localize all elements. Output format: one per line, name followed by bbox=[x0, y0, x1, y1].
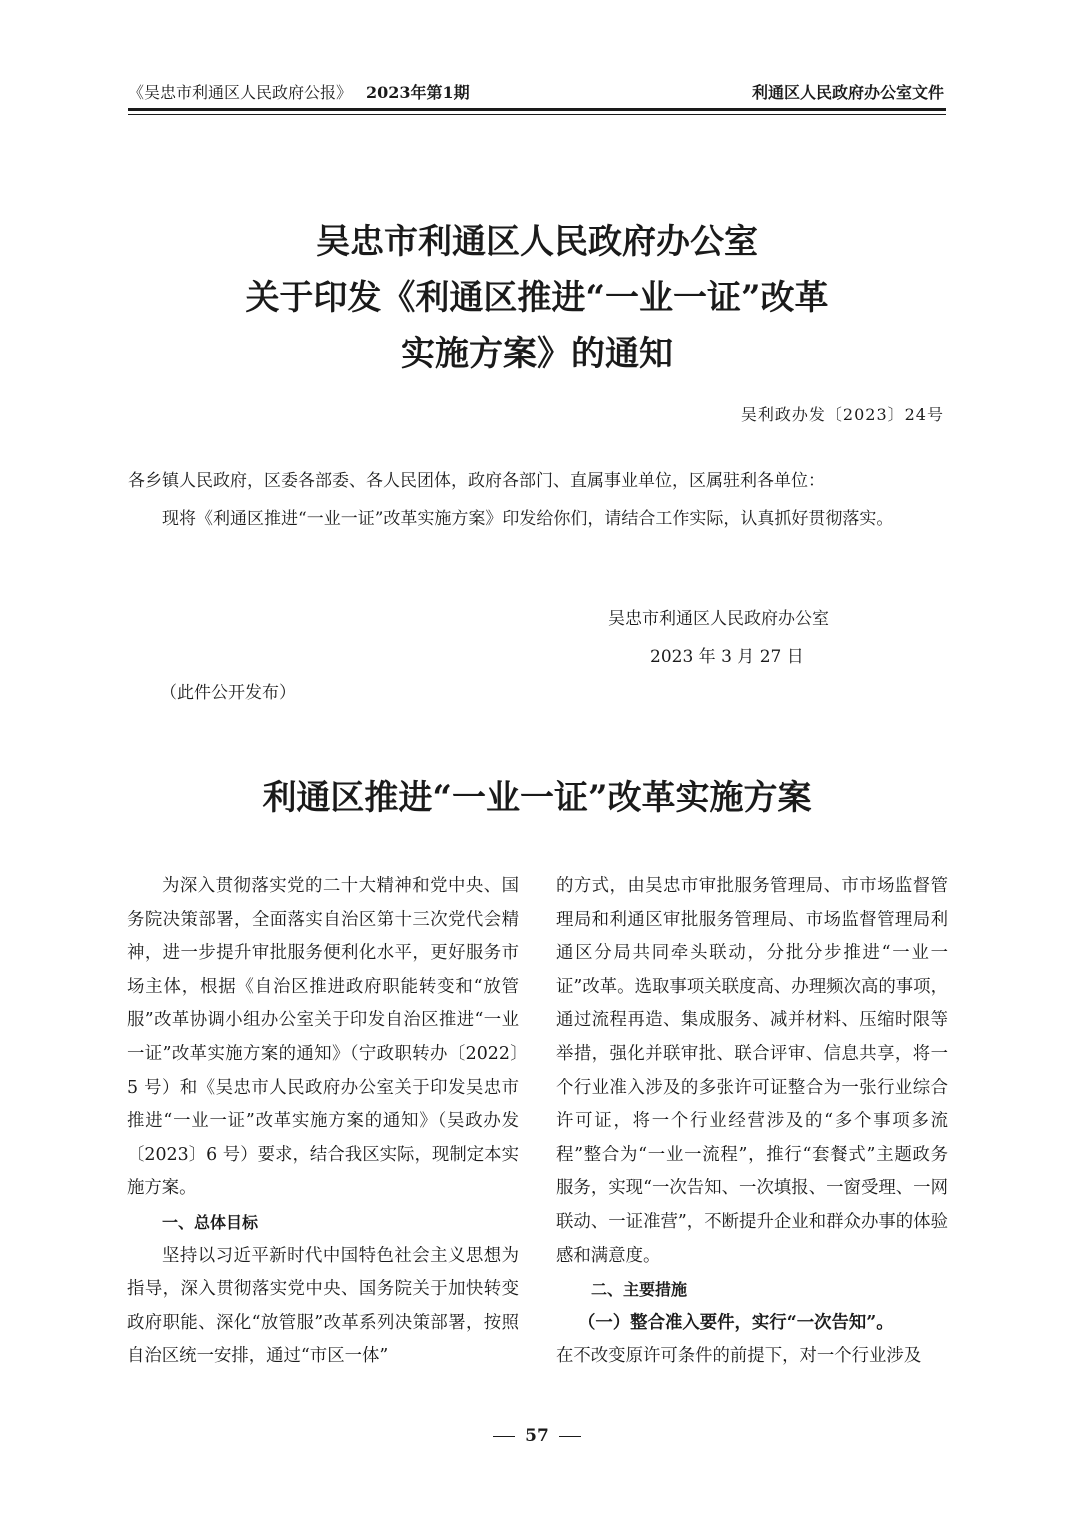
plan-intro: 为深入贯彻落实党的二十大精神和党中央、国务院决策部署，全面落实自治区第十三次党代会精神，进一步提升审批服务便利化水平，更好服务市场主体，根据《自治区推进政府职能转变和“放管服”改革协调小组办公室关于印发自治区推进“一业一证”改革实施方案的通知》（宁政职转办〔2022〕5 号）和《吴忠市人民政府办公室关于印发吴忠市推进“一业一证”改革实施方案的通知》（吴政办发〔2023〕6 号）要求，结合我区实际，现制定本实施方案。 bbox=[127, 876, 519, 1199]
header-rule-thin bbox=[128, 114, 946, 115]
left-column bbox=[127, 870, 519, 1374]
document-number: 吴利政办发〔2023〕24号 bbox=[740, 405, 944, 424]
running-header-left bbox=[128, 80, 470, 103]
section-body: 坚持以习近平新时代中国特色社会主义思想为指导，深入贯彻落实党中央、国务院关于加快转变政府职能、深化“放管服”改革系列决策部署，按照自治区统一安排，通过“市区一体” bbox=[127, 1245, 519, 1367]
notice-body: 现将《利通区推进“一业一证”改革实施方案》印发给你们，请结合工作实际，认真抓好贯彻落实。 bbox=[162, 509, 894, 529]
page-dash-right bbox=[559, 1436, 581, 1437]
issue-number: 2023年第1期 bbox=[366, 83, 470, 102]
subsection-heading: （一）整合准入要件，实行“一次告知”。 bbox=[578, 1312, 894, 1333]
notice-title-line: 吴忠市利通区人民政府办公室 bbox=[316, 222, 758, 262]
publication-note: （此件公开发布） bbox=[160, 683, 296, 703]
page-dash-left bbox=[493, 1436, 515, 1437]
plan-title: 利通区推进“一业一证”改革实施方案 bbox=[262, 778, 812, 818]
header-rule-thick bbox=[128, 108, 946, 111]
publication-name: 《吴忠市利通区人民政府公报》 bbox=[128, 83, 353, 102]
right-column bbox=[556, 870, 948, 1374]
page-number bbox=[0, 1426, 1074, 1446]
addressee-line: 各乡镇人民政府，区委各部委、各人民团体，政府各部门、直属事业单位，区属驻利各单位： bbox=[128, 471, 825, 491]
notice-title bbox=[0, 214, 1074, 382]
section-body-continued: 的方式，由吴忠市审批服务管理局、市市场监督管理局和利通区审批服务管理局、市场监督管理局利通区分局共同牵头联动，分批分步推进“一业一证”改革。选取事项关联度高、办理频次高的事项，通过流程再造、集成服务、减并材料、压缩时限等举措，强化并联审批、联合评审、信息共享，将一个行业准入涉及的多张许可证整合为一张行业综合许可证，将一个行业经营涉及的“多个事项多流程”整合为“一业一流程”，推行“套餐式”主题政务服务，实现“一次告知、一次填报、一窗受理、一网联动、一证准营”，不断提升企业和群众办事的体验感和满意度。 bbox=[556, 876, 948, 1266]
section-heading: 一、总体目标 bbox=[162, 1212, 259, 1232]
notice-title-line: 关于印发《利通区推进“一业一证”改革 bbox=[245, 278, 829, 318]
signer: 吴忠市利通区人民政府办公室 bbox=[608, 609, 829, 629]
notice-title-line: 实施方案》的通知 bbox=[401, 334, 673, 374]
subsection-body: 在不改变原许可条件的前提下，对一个行业涉及 bbox=[556, 1346, 922, 1367]
page-number-value: 57 bbox=[525, 1426, 549, 1446]
document-category: 利通区人民政府办公室文件 bbox=[751, 83, 944, 102]
signing-date: 2023 年 3 月 27 日 bbox=[650, 647, 804, 667]
section-heading: 二、主要措施 bbox=[591, 1280, 688, 1300]
